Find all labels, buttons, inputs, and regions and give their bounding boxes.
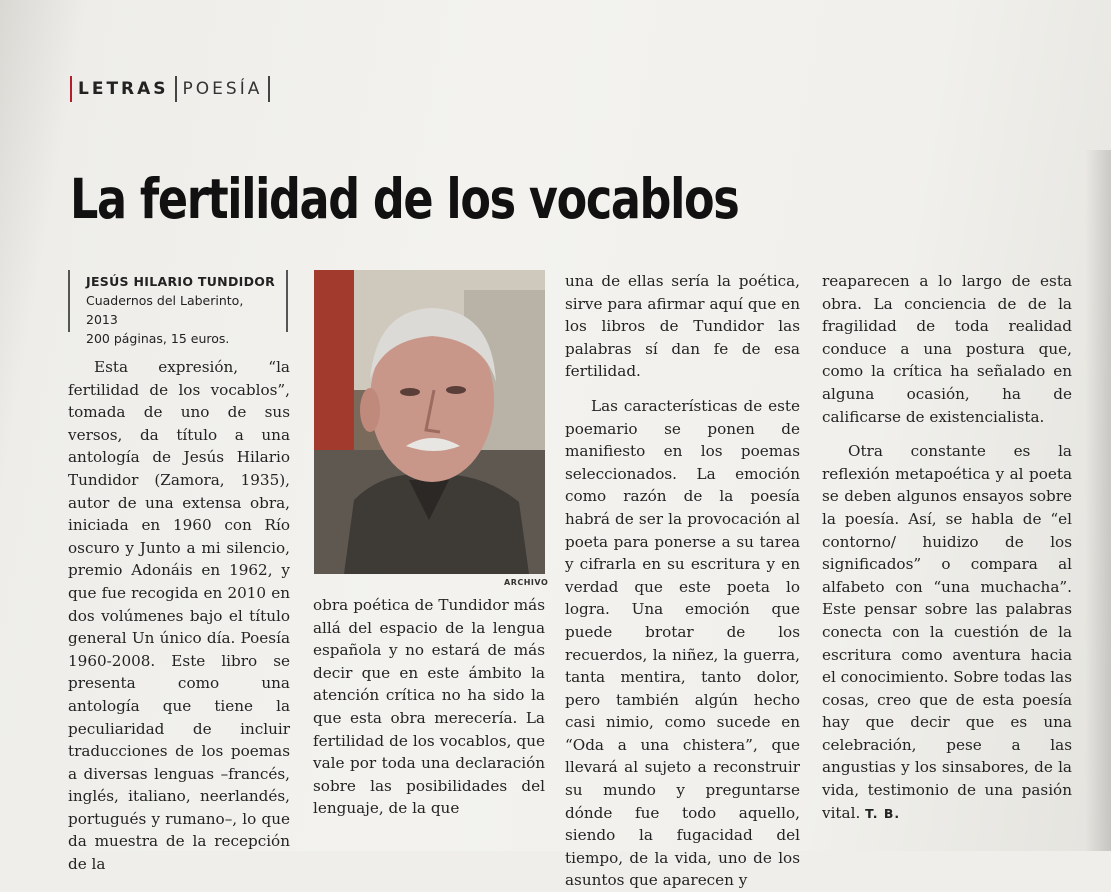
book-details: 200 páginas, 15 euros.	[86, 331, 230, 346]
author-portrait-image	[314, 270, 545, 574]
article-paragraph-2-end: reaparecen a lo largo de esta obra. La conciencia de de la fragilidad de toda realidad conduce a una postura que, como la crítica ha señalado en alguna ocasión, ha de calificarse de existencialista.	[822, 272, 1072, 426]
section-header	[70, 74, 270, 104]
author-photo	[314, 270, 545, 574]
article-column-3	[565, 270, 800, 892]
section-divider-right	[268, 76, 270, 102]
article-column-1	[68, 356, 290, 876]
article-paragraph-1: Esta expresión, “la fertilidad de los vocablos”, tomada de uno de sus versos, da título a una antología de Jesús Hilario Tundidor (Zamora, 1935), autor de una extensa obra, iniciada en 1960 con Río oscuro y Junto a mi silencio, premio Adonáis en 1962, y que fue recogida en 2010 en dos volúmenes bajo el título general Un único día. Poesía 1960-2008. Este libro se presenta como una antología que tiene la peculiaridad de incluir traducciones de los poemas a diversas lenguas –francés, inglés, italiano, neerlandés, portugués y rumano–, lo que da muestra de la recepción de la	[68, 358, 290, 874]
page-edge-shadow	[1085, 150, 1111, 851]
article-paragraph-2: Las características de este poemario se ponen de manifiesto en los poemas seleccionados. La emoción como razón de la poesía habrá de ser la provocación al poeta para ponerse a su tarea y cifrarla en su escritura y en verdad que este poeta lo logra. Una emoción que puede brotar de los recuerdos, la niñez, la guerra, tanta mentira, tanto dolor, pero también algún hecho casi nimio, como sucede en “Oda a una chistera”, que llevará al sujeto a reconstruir su mundo y preguntarse dónde fue todo aquello, siendo la fugacidad del tiempo, de la vida, uno de los asuntos que aparecen y	[565, 396, 800, 890]
section-subtitle: POESÍA	[182, 79, 263, 99]
article-column-2	[313, 594, 545, 820]
photo-credit: ARCHIVO	[504, 578, 549, 587]
book-author: JESÚS HILARIO TUNDIDOR	[86, 274, 276, 289]
article-headline: La fertilidad de los vocablos	[70, 167, 739, 231]
article-paragraph-3-text: Otra constante es la reflexión metapoética y al poeta se deben algunos ensayos sobre la poesía. Así, se habla de “el contorno/ huidizo de los significados” o compara al alfabeto con “una muchacha”. Este pensar sobre las palabras conecta con la cuestión de la escritura como aventura hacia el conocimiento. Sobre todas las cosas, creo que de esta poesía hay que decir que es una celebración, pese a las angustias y los sinsabores, de la vida, testimonio de una pasión vital.	[822, 442, 1072, 822]
article-paragraph-1-end: una de ellas sería la poética, sirve para afirmar aquí que en los libros de Tundidor las palabras sí dan fe de esa fertilidad.	[565, 272, 800, 381]
article-column-4	[822, 270, 1072, 825]
article-paragraph-1-continued: obra poética de Tundidor más allá del espacio de la lengua española y no estará de más decir que en este ámbito la atención crítica no ha sido la que esta obra merecería. La fertilidad de los vocablos, que vale por toda una declaración sobre las posibilidades del lenguaje, de la que	[313, 596, 545, 818]
book-publisher: Cuadernos del Laberinto, 2013	[86, 293, 244, 327]
section-title: LETRAS	[78, 79, 169, 99]
article-signature: T. B.	[865, 805, 901, 821]
article-paragraph-3	[822, 440, 1072, 825]
book-info-box	[68, 270, 288, 346]
